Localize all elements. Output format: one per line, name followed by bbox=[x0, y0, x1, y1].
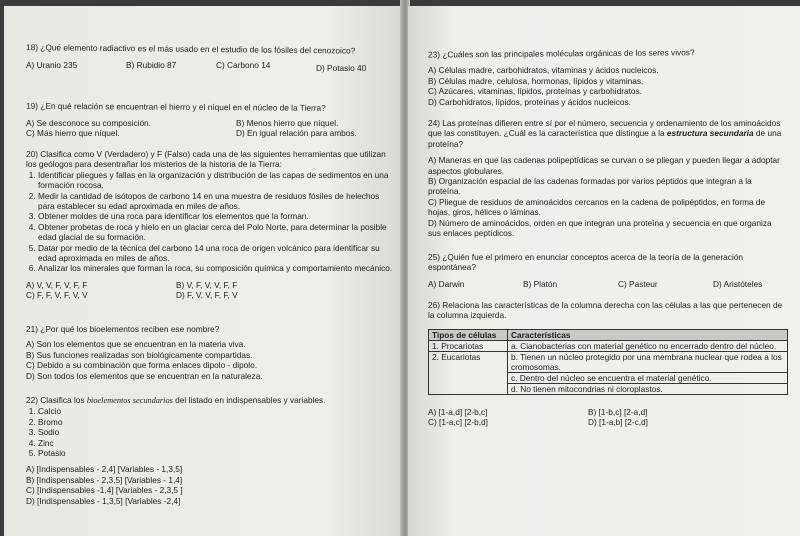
question-22-option-b[interactable]: B) [Indispensables - 2,3,5] [Variables - 1,4] bbox=[26, 474, 183, 485]
question-23-option-b[interactable]: B) Células madre, celulosa, hormonas, lípidos y vitaminas. bbox=[428, 75, 644, 86]
question-23-option-c[interactable]: C) Azúcares, vitaminas, lípidos, proteínas y carbohidratos. bbox=[428, 86, 642, 97]
question-21-option-b[interactable]: B) Sus funciones realizadas son biológicamente compartidas. bbox=[26, 349, 253, 360]
left-page bbox=[4, 6, 404, 536]
table-cell-feature-a: a. Cianobacterias con material genético no encerrado dentro del núcleo. bbox=[508, 340, 788, 351]
question-19-option-a[interactable]: A) Se desconoce su composición. bbox=[26, 118, 151, 129]
question-18-option-c[interactable]: C) Carbono 14 bbox=[216, 60, 271, 71]
list-item: 2. Medir la cantidad de isótopos de carbono 14 en una muestra de residuos fósiles de helechos para establecer su edad aproximada en miles de años. bbox=[38, 191, 394, 212]
question-20-option-c[interactable]: C) F, F, V, F, V, V bbox=[26, 289, 88, 300]
question-22 bbox=[26, 395, 391, 506]
question-25-option-c[interactable]: C) Pasteur bbox=[618, 278, 658, 289]
question-20-option-b[interactable]: B) V, F, V, V, F, F bbox=[176, 279, 238, 290]
question-24-text-before: 24) Las proteínas difieren entre sí por el número, secuencia y ordenamiento de los aminoácidos que las constituyen. ¿Cuál es la característica que distingue a la bbox=[428, 118, 781, 139]
question-18-option-a[interactable]: A) Uranio 235 bbox=[26, 60, 78, 71]
table-header-left: Tipos de células bbox=[429, 329, 508, 340]
question-18-option-b[interactable]: B) Rubidio 87 bbox=[126, 60, 177, 71]
question-26 bbox=[428, 300, 790, 429]
question-22-items bbox=[26, 406, 391, 458]
question-22-text bbox=[26, 395, 391, 406]
question-26-option-a[interactable]: A) [1-a,d] [2-b,c] bbox=[428, 406, 488, 417]
question-25 bbox=[428, 252, 786, 291]
list-item: 4. Zinc bbox=[38, 438, 391, 448]
question-24-text-after: de una proteína? bbox=[428, 128, 782, 149]
question-22-text-after: del listado en indispensables y variables. bbox=[175, 395, 326, 405]
question-21-option-a[interactable]: A) Son los elementos que se encuentran en la materia viva. bbox=[26, 339, 246, 350]
question-23-option-a[interactable]: A) Células madre, carbohidratos, vitaminas y ácidos nucleicos. bbox=[428, 65, 659, 76]
list-item: 1. Identificar pliegues y fallas en la organización y distribución de las capas de sedimentos en una formación rocosa. bbox=[38, 170, 394, 191]
table-cell-feature-b: b. Tienen un núcleo protegido por una membrana nuclear que rodea a los cromosomas. bbox=[508, 351, 788, 372]
question-20-option-d[interactable]: D) F, V, V, F, F, V bbox=[176, 289, 238, 300]
list-item: 5. Datar por medio de la técnica del carbono 14 una roca de origen volcánico para identificar su edad aproximada en miles de años. bbox=[38, 243, 394, 264]
question-24 bbox=[428, 118, 786, 238]
question-22-option-d[interactable]: D) [Indispensables - 1,3,5] [Variables -2,4] bbox=[26, 495, 181, 506]
question-24-option-c[interactable]: C) Pliegue de residuos de aminoácidos cercanos en la cadena de polipéptidos, en forma de hojas, giros, hélices o láminas. bbox=[428, 196, 766, 218]
list-item: 6. Analizar los minerales que forman la roca, su composición química y comportamiento mecánico. bbox=[38, 263, 394, 273]
question-18-text: 18) ¿Qué elemento radiactivo es el más usado en el estudio de los fósiles del cenozoico? bbox=[25, 42, 356, 56]
table-cell-procariotas: 1. Procariotas bbox=[429, 340, 508, 351]
list-item: 2. Bromo bbox=[38, 417, 391, 427]
question-24-text-bold: estructura secundaria bbox=[666, 128, 754, 139]
question-20-items bbox=[26, 170, 394, 274]
question-26-text: 26) Relaciona las características de la columna derecha con las células a las que pertenecen de la columna izquierda. bbox=[428, 300, 783, 321]
question-19-option-b[interactable]: B) Menos hierro que níquel. bbox=[236, 118, 339, 129]
list-item: 1. Calcio bbox=[38, 406, 391, 416]
question-25-option-d[interactable]: D) Aristóteles bbox=[713, 278, 763, 289]
question-23-option-d[interactable]: D) Carbohidratos, lípidos, proteínas y ácidos nucleicos. bbox=[428, 96, 631, 107]
question-22-text-italic: bioelementos secundarios bbox=[86, 396, 173, 405]
table-cell-feature-d: d. No tienen mitocondrias ni cloroplastos. bbox=[508, 383, 788, 394]
question-22-option-c[interactable]: C) [Indispensables -1,4] [Variables - 2,3,5 ] bbox=[26, 485, 183, 496]
list-item: 5. Potasio bbox=[38, 448, 391, 458]
question-19-option-d[interactable]: D) En igual relación para ambos. bbox=[236, 128, 357, 139]
list-item: 3. Sodio bbox=[38, 427, 391, 437]
question-19 bbox=[26, 102, 391, 140]
table-cell-eucariotas: 2. Eucariotas bbox=[429, 351, 508, 394]
right-page bbox=[408, 6, 800, 536]
question-18-option-d[interactable]: D) Potasio 40 bbox=[316, 63, 367, 74]
matching-table bbox=[428, 329, 788, 395]
question-22-option-a[interactable]: A) [Indispensables - 2,4] [Variables - 1,3,5] bbox=[26, 464, 183, 475]
question-24-option-b[interactable]: B) Organización espacial de las cadenas formadas por varios péptidos que integran a la proteína. bbox=[428, 176, 752, 197]
question-24-option-a[interactable]: A) Maneras en que las cadenas polipeptídicas se curvan o se pliegan y pueden llegar a adoptar aspectos globulares. bbox=[428, 155, 780, 176]
table-cell-feature-c: c. Dentro del núcleo se encuentra el material genético. bbox=[508, 372, 788, 383]
question-25-text: 25) ¿Quién fue el primero en enunciar conceptos acerca de la teoría de la generación espontánea? bbox=[428, 252, 744, 273]
question-24-text bbox=[428, 118, 786, 149]
question-19-text: 19) ¿En qué relación se encuentran el hierro y el níquel en el núcleo de la Tierra? bbox=[25, 100, 326, 113]
question-26-option-b[interactable]: B) [1-b,c] [2-a,d] bbox=[588, 406, 648, 417]
question-20 bbox=[26, 149, 394, 302]
question-23 bbox=[428, 48, 783, 107]
question-20-option-a[interactable]: A) V, V, F, V, F, F bbox=[26, 279, 88, 290]
question-21 bbox=[26, 324, 391, 381]
question-18 bbox=[26, 44, 391, 72]
question-23-text: 23) ¿Cuáles son las principales moléculas orgánicas de los seres vivos? bbox=[427, 47, 695, 60]
question-22-text-before: 22) Clasifica los bbox=[26, 395, 85, 405]
list-item: 3. Obtener moldes de una roca para identificar los elementos que la forman. bbox=[38, 211, 394, 221]
question-19-option-c[interactable]: C) Más hierro que níquel. bbox=[26, 128, 120, 139]
question-20-text: 20) Clasifica como V (Verdadero) y F (Falso) cada una de las siguientes herramientas que utilizan los geólogos para desentrañar los misterios de la historia de la Tierra: bbox=[26, 149, 386, 170]
question-21-option-d[interactable]: D) Son todos los elementos que se encuentran en la naturaleza. bbox=[26, 370, 263, 381]
question-24-option-d[interactable]: D) Número de aminoácidos, orden en que integran una proteína y secuencia en que organiza sus enlaces peptídicos. bbox=[428, 217, 772, 239]
question-21-option-c[interactable]: C) Debido a su combinación que forma enlaces dipolo - dipolo. bbox=[26, 360, 258, 371]
question-26-option-d[interactable]: D) [1-a,b] [2-c,d] bbox=[588, 416, 648, 427]
question-26-option-c[interactable]: C) [1-a,c] [2-b,d] bbox=[428, 416, 488, 427]
question-21-text: 21) ¿Por qué los bioelementos reciben ese nombre? bbox=[26, 324, 220, 334]
question-25-option-b[interactable]: B) Platón bbox=[523, 278, 558, 289]
table-header-right: Características bbox=[508, 329, 788, 340]
list-item: 4. Obtener probetas de roca y hielo en un glaciar cerca del Polo Norte, para determinar la posible edad glacial de su formación. bbox=[38, 222, 394, 243]
question-25-option-a[interactable]: A) Darwin bbox=[428, 278, 465, 289]
